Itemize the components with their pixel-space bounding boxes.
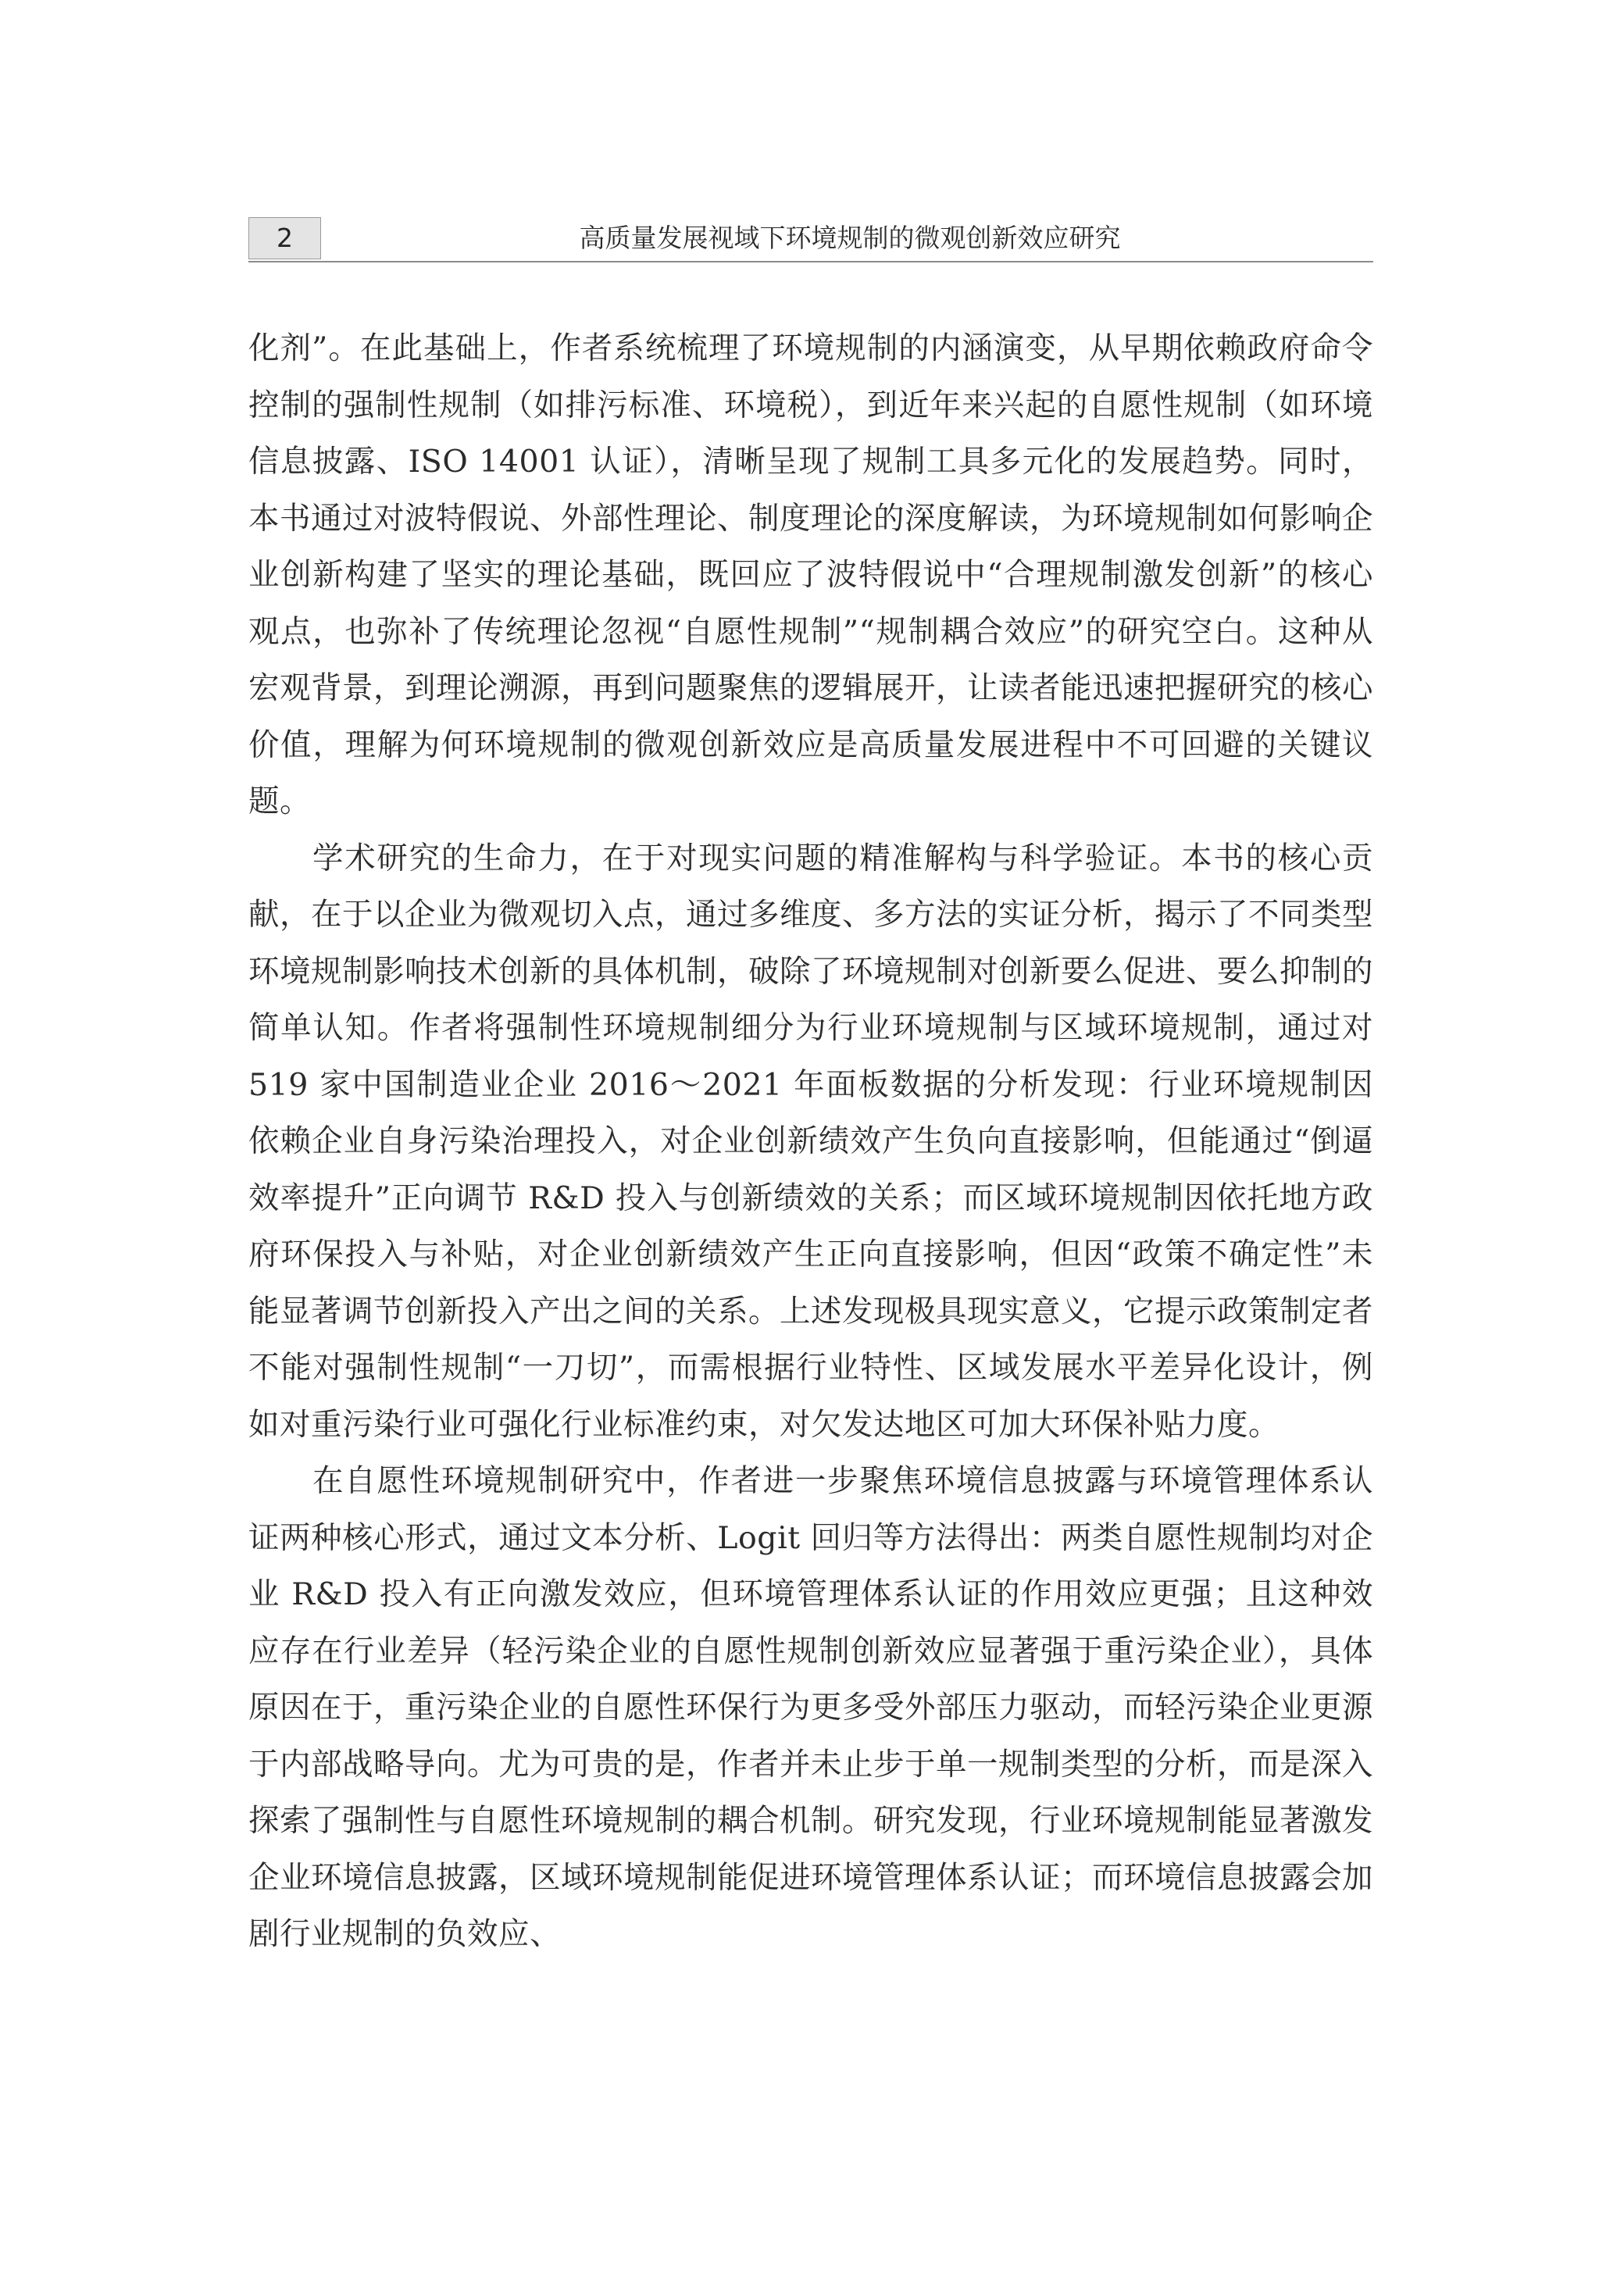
paragraph-2: 学术研究的生命力，在于对现实问题的精准解构与科学验证。本书的核心贡献，在于以企业为微观切入点，通过多维度、多方法的实证分析，揭示了不同类型环境规制影响技术创新的具体机制，破除了环境规制对创新要么促进、要么抑制的简单认知。作者将强制性环境规制细分为行业环境规制与区域环境规制，通过对 519 家中国制造业企业 2016～2021 年面板数据的分析发现：行业环境规制因依赖企业自身污染治理投入，对企业创新绩效产生负向直接影响，但能通过“倒逼效率提升”正向调节 R&D 投入与创新绩效的关系；而区域环境规制因依托地方政府环保投入与补贴，对企业创新绩效产生正向直接影响，但因“政策不确定性”未能显著调节创新投入产出之间的关系。上述发现极具现实意义，它提示政策制定者不能对强制性规制“一刀切”，而需根据行业特性、区域发展水平差异化设计，例如对重污染行业可强化行业标准约束，对欠发达地区可加大环保补贴力度。: [248, 840, 1373, 1443]
paragraph-3: 在自愿性环境规制研究中，作者进一步聚焦环境信息披露与环境管理体系认证两种核心形式，通过文本分析、Logit 回归等方法得出：两类自愿性规制均对企业 R&D 投入有正向激发效应，但环境管理体系认证的作用效应更强；且这种效应存在行业差异（轻污染企业的自愿性规制创新效应显著强于重污染企业），具体原因在于，重污染企业的自愿性环保行为更多受外部压力驱动，而轻污染企业更源于内部战略导向。尤为可贵的是，作者并未止步于单一规制类型的分析，而是深入探索了强制性与自愿性环境规制的耦合机制。研究发现，行业环境规制能显著激发企业环境信息披露，区域环境规制能促进环境管理体系认证；而环境信息披露会加剧行业规制的负效应、: [248, 1463, 1373, 1952]
running-title: 高质量发展视域下环境规制的微观创新效应研究: [579, 223, 1121, 253]
page-header: [248, 217, 1373, 262]
header-rule: [248, 261, 1373, 262]
paragraph-1: 化剂”。在此基础上，作者系统梳理了环境规制的内涵演变，从早期依赖政府命令控制的强制性规制（如排污标准、环境税），到近年来兴起的自愿性规制（如环境信息披露、ISO 14001 认证），清晰呈现了规制工具多元化的发展趋势。同时，本书通过对波特假说、外部性理论、制度理论的深度解读，为环境规制如何影响企业创新构建了坚实的理论基础，既回应了波特假说中“合理规制激发创新”的核心观点，也弥补了传统理论忽视“自愿性规制”“规制耦合效应”的研究空白。这种从宏观背景，到理论溯源，再到问题聚焦的逻辑展开，让读者能迅速把握研究的核心价值，理解为何环境规制的微观创新效应是高质量发展进程中不可回避的关键议题。: [248, 330, 1373, 819]
page-number: 2: [248, 217, 321, 259]
body-text: [248, 320, 1373, 1963]
